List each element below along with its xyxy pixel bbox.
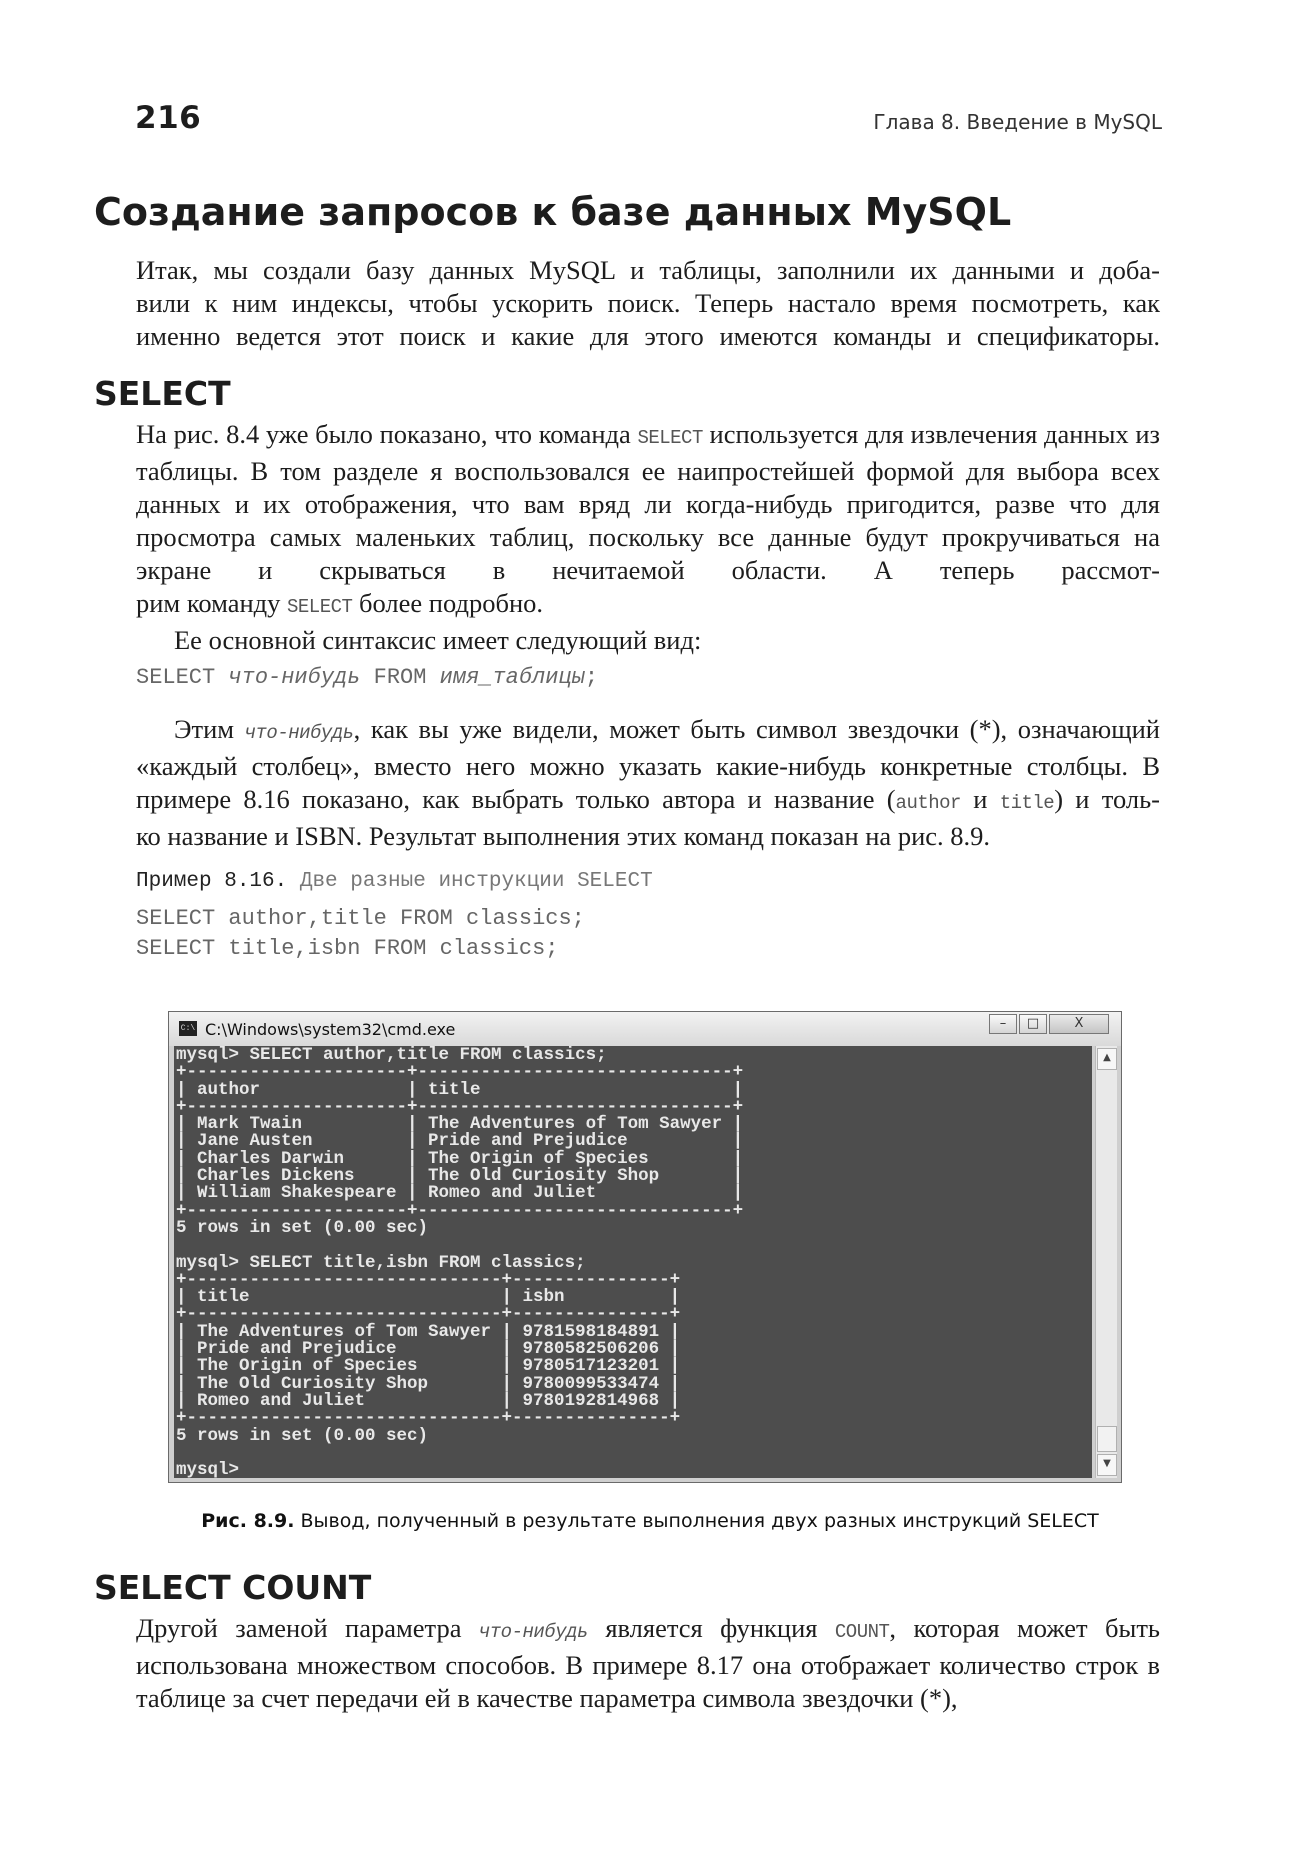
cmd-output: mysql> SELECT author,title FROM classics; +---------------------+------------------------------+ | author | title | +---------------------+------------------------------+ | Mark Twain | The Adventures of Tom Sawyer | | Jane Austen | Pride and Prejudice | | Charles Darwin | The Origin of Species | | Charles Dickens | The Old Curiosity Shop | | William Shakespeare | Romeo and Juliet | +---------------------+------------------------------+ 5 rows in set (0.00 sec) mysql> SELECT title,isbn FROM classics; +------------------------------+---------------+ | title | isbn | +------------------------------+---------------+ | The Adventures of Tom Sawyer | 9781598184891 | | Pride and Prejudice | 9780582506206 | | The Origin of Species | 9780517123201 | | The Old Curiosity Shop | 9780099533474 | | Romeo and Juliet | 9780192814968 | +------------------------------+---------------+ 5 rows in set (0.00 sec) mysql>: [176, 1046, 744, 1478]
arg-something: что-нибудь: [228, 665, 361, 690]
intro-line-1: Итак, мы создали базу данных MySQL и таблицы, заполнили их данными и доба-: [136, 255, 1160, 285]
select-count-body: [136, 1612, 1160, 1715]
text: является функция: [587, 1613, 835, 1643]
kw-select: SELECT: [136, 665, 229, 690]
code-author: author: [895, 792, 961, 814]
select-paragraph-1-end: [136, 587, 1160, 624]
minimize-button[interactable]: –: [989, 1014, 1017, 1034]
select-paragraph-3-block: [136, 713, 1160, 853]
code-select: SELECT: [287, 596, 353, 618]
example-code-line-2: SELECT title,isbn FROM classics;: [136, 936, 559, 961]
code-select: SELECT: [637, 427, 703, 449]
semicolon: ;: [584, 665, 599, 690]
select-count-heading: SELECT COUNT: [94, 1568, 372, 1607]
example-caption: [136, 870, 653, 893]
cmd-window: [168, 1011, 1122, 1483]
code-count: COUNT: [834, 1621, 890, 1643]
text: более подробно.: [352, 588, 543, 618]
text: рим команду: [136, 588, 287, 618]
select-heading: SELECT: [94, 374, 231, 413]
intro-line-2: вили к ним индексы, чтобы ускорить поиск. Теперь настало время посмотреть, как: [136, 288, 1160, 318]
figure-label: Рис. 8.9.: [201, 1510, 295, 1532]
figure-caption: [0, 1510, 1300, 1532]
close-button[interactable]: X: [1049, 1014, 1109, 1034]
text: ) и толь-: [1054, 784, 1160, 814]
text: , которая может быть использована множеством способов. В примере 8.17 она отображает количество строк в таблице за счет передачи ей в качестве параметра символа звездочки (*),: [136, 1613, 1160, 1713]
select-paragraph-2: Ее основной синтаксис имеет следующий вид:: [174, 625, 702, 655]
select-paragraph-3: [136, 713, 1160, 820]
example-description: Две разные инструкции SELECT: [287, 870, 653, 893]
select-count-paragraph: [136, 1612, 1160, 1715]
select-paragraph-3-last: ко название и ISBN. Результат выполнения этих команд показан на рис. 8.9.: [136, 821, 991, 851]
select-body: [136, 418, 1160, 657]
cmd-icon: C:\: [179, 1021, 197, 1036]
running-head: Глава 8. Введение в MySQL: [873, 110, 1162, 134]
figure-caption-text: Вывод, полученный в результате выполнения двух разных инструкций SELECT: [294, 1510, 1099, 1532]
page-number: 216: [135, 100, 202, 136]
select-paragraph-1: [136, 418, 1160, 587]
section-title: Создание запросов к базе данных MySQL: [94, 190, 1012, 234]
arg-table-name: имя_таблицы: [439, 665, 585, 690]
intro-paragraph: [136, 254, 1160, 353]
text: используется для извлечения данных из таблицы. В том разделе я воспользовался ее наипростейшей формой для выбора всех данных и их отображения, что вам вряд ли когда-нибудь пригодится, разве что для просмотра самых маленьких таблиц, поскольку все данные будут прокручиваться на экране и скрываться в нечитаемой области. А теперь рассмот-: [136, 419, 1160, 585]
example-code-line-1: SELECT author,title FROM classics;: [136, 906, 585, 931]
maximize-button[interactable]: □: [1019, 1014, 1047, 1034]
cmd-title: C:\Windows\system32\cmd.exe: [205, 1020, 456, 1039]
scroll-thumb[interactable]: [1097, 1426, 1117, 1452]
syntax-line: [136, 665, 598, 690]
intro-line-3: именно ведется этот поиск и какие для этого имеются команды и спецификаторы.: [136, 321, 1160, 351]
example-label: Пример 8.16.: [136, 870, 288, 893]
cmd-console[interactable]: [174, 1046, 1092, 1478]
text: и: [960, 784, 1000, 814]
scroll-up-arrow-icon[interactable]: ▲: [1097, 1048, 1117, 1070]
cmd-scrollbar[interactable]: [1095, 1046, 1117, 1478]
text: На рис. 8.4 уже было показано, что команда: [136, 419, 638, 449]
text: Этим: [174, 714, 245, 744]
text: , как вы уже видели, может быть символ звездочки (*), означающий «каждый столбец», вместо него можно указать какие-нибудь конкретные столбцы. В примере 8.16 показано, как выбрать только автора и название (: [136, 714, 1160, 814]
cmd-titlebar: [169, 1012, 1121, 1046]
kw-from: FROM: [360, 665, 440, 690]
text: Другой заменой параметра: [136, 1613, 479, 1643]
code-something: что-нибудь: [478, 1621, 588, 1643]
scroll-down-arrow-icon[interactable]: ▼: [1097, 1454, 1117, 1476]
code-something: что-нибудь: [244, 722, 354, 744]
code-title: title: [999, 792, 1055, 814]
